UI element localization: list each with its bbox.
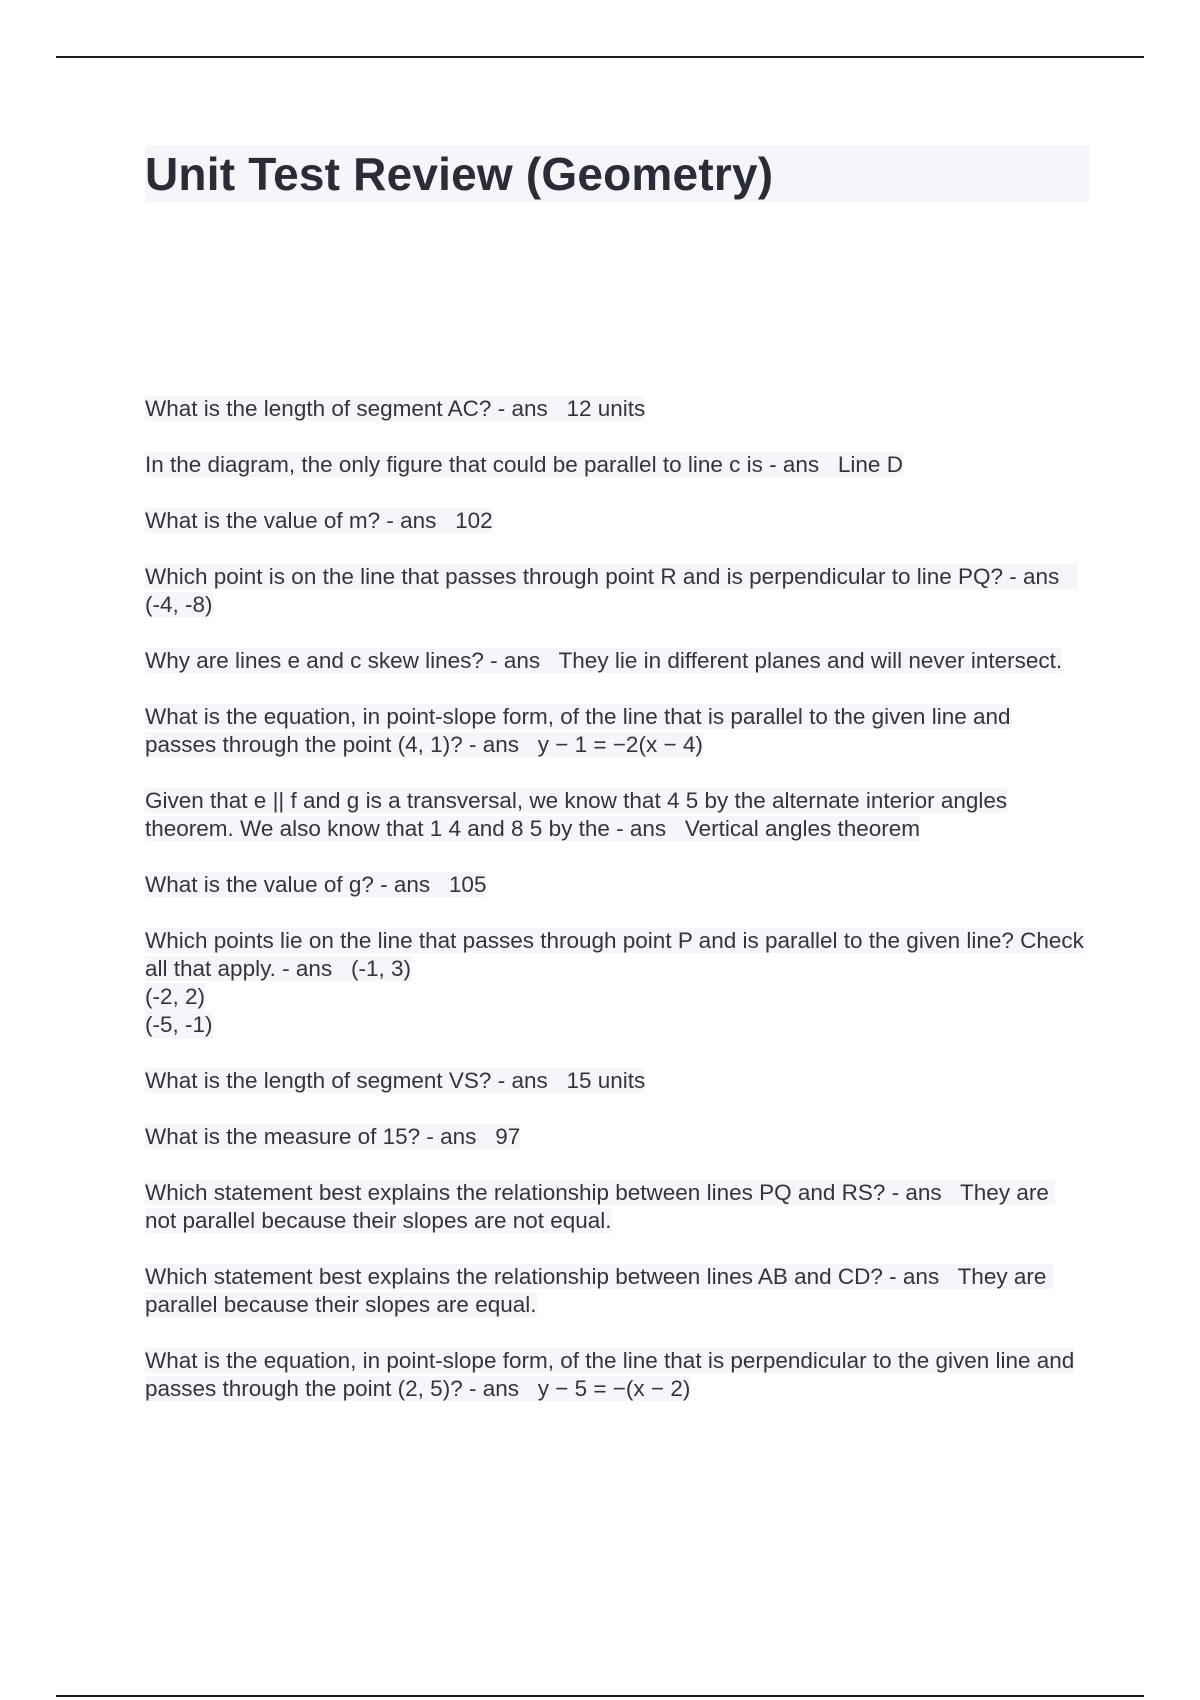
qa-item (145, 1067, 1085, 1095)
bottom-rule (56, 1695, 1144, 1697)
answer-text: They lie in different planes and will never intersect. (558, 648, 1063, 673)
answer-text: Vertical angles theorem (684, 816, 921, 841)
question-text: What is the value of g? - ans (145, 872, 431, 897)
question-text: Which points lie on the line that passes through point P and is parallel to the given line? Check all that apply. - ans (145, 928, 1084, 981)
question-text: Which statement best explains the relationship between lines AB and CD? - ans (145, 1264, 940, 1289)
top-rule (56, 56, 1144, 58)
question-text: What is the value of m? - ans (145, 508, 437, 533)
answer-text: 12 units (566, 396, 646, 421)
qa-text (145, 788, 1007, 841)
page-title: Unit Test Review (Geometry) (145, 148, 774, 200)
question-text: What is the equation, in point-slope form, of the line that is perpendicular to the given line and passes through the point (2, 5)? - ans (145, 1348, 1075, 1401)
qa-item (145, 787, 1085, 843)
question-text: What is the length of segment AC? - ans (145, 396, 548, 421)
qa-text (145, 1124, 520, 1149)
qa-item (145, 1263, 1085, 1319)
answer-text: Line D (837, 452, 903, 477)
answer-text: They are not parallel because their slopes are not equal. (145, 1180, 1056, 1233)
answer-text: y − 5 = −(x − 2) (537, 1376, 691, 1401)
qa-text (145, 564, 1078, 617)
answer-text: 15 units (566, 1068, 646, 1093)
qa-text (145, 508, 493, 533)
question-text: What is the length of segment VS? - ans (145, 1068, 548, 1093)
qa-text (145, 872, 486, 897)
qa-text (145, 704, 1011, 757)
qa-item (145, 871, 1085, 899)
answer-text: 105 (448, 872, 487, 897)
answer-text: (-4, -8) (145, 592, 213, 617)
question-text: What is the measure of 15? - ans (145, 1124, 477, 1149)
qa-item (145, 1179, 1085, 1235)
question-text: Why are lines e and c skew lines? - ans (145, 648, 541, 673)
qa-item (145, 1123, 1085, 1151)
qa-text (145, 1068, 645, 1093)
question-text: What is the equation, in point-slope form, of the line that is parallel to the given line and passes through the point (4, 1)? - ans (145, 704, 1011, 757)
qa-item (145, 451, 1085, 479)
qa-text (145, 452, 903, 477)
qa-list (145, 395, 1085, 1431)
answer-extra-line: (-2, 2) (145, 984, 206, 1009)
qa-item (145, 647, 1085, 675)
qa-item (145, 507, 1085, 535)
qa-text (145, 1348, 1074, 1401)
question-text: Which point is on the line that passes through point R and is perpendicular to line PQ? - ans (145, 564, 1060, 589)
question-text: In the diagram, the only figure that could be parallel to line c is - ans (145, 452, 820, 477)
question-text: Given that e || f and g is a transversal, we know that 4 5 by the alternate interior angles theorem. We also know that 1 4 and 8 5 by the - ans (145, 788, 1008, 841)
answer-text: (-1, 3) (350, 956, 411, 981)
answer-text: 97 (495, 1124, 521, 1149)
qa-text (145, 1180, 1055, 1233)
qa-item (145, 927, 1085, 1039)
qa-text (145, 396, 645, 421)
qa-item (145, 395, 1085, 423)
qa-text (145, 928, 1084, 981)
answer-text: They are parallel because their slopes are equal. (145, 1264, 1053, 1317)
question-text: Which statement best explains the relationship between lines PQ and RS? - ans (145, 1180, 942, 1205)
answer-extra-line: (-5, -1) (145, 1012, 213, 1037)
qa-item (145, 703, 1085, 759)
qa-text (145, 648, 1062, 673)
qa-item (145, 563, 1085, 619)
qa-item (145, 1347, 1085, 1403)
answer-text: 102 (455, 508, 493, 533)
answer-text: y − 1 = −2(x − 4) (537, 732, 703, 757)
qa-text (145, 1264, 1053, 1317)
title-block (145, 145, 1089, 203)
